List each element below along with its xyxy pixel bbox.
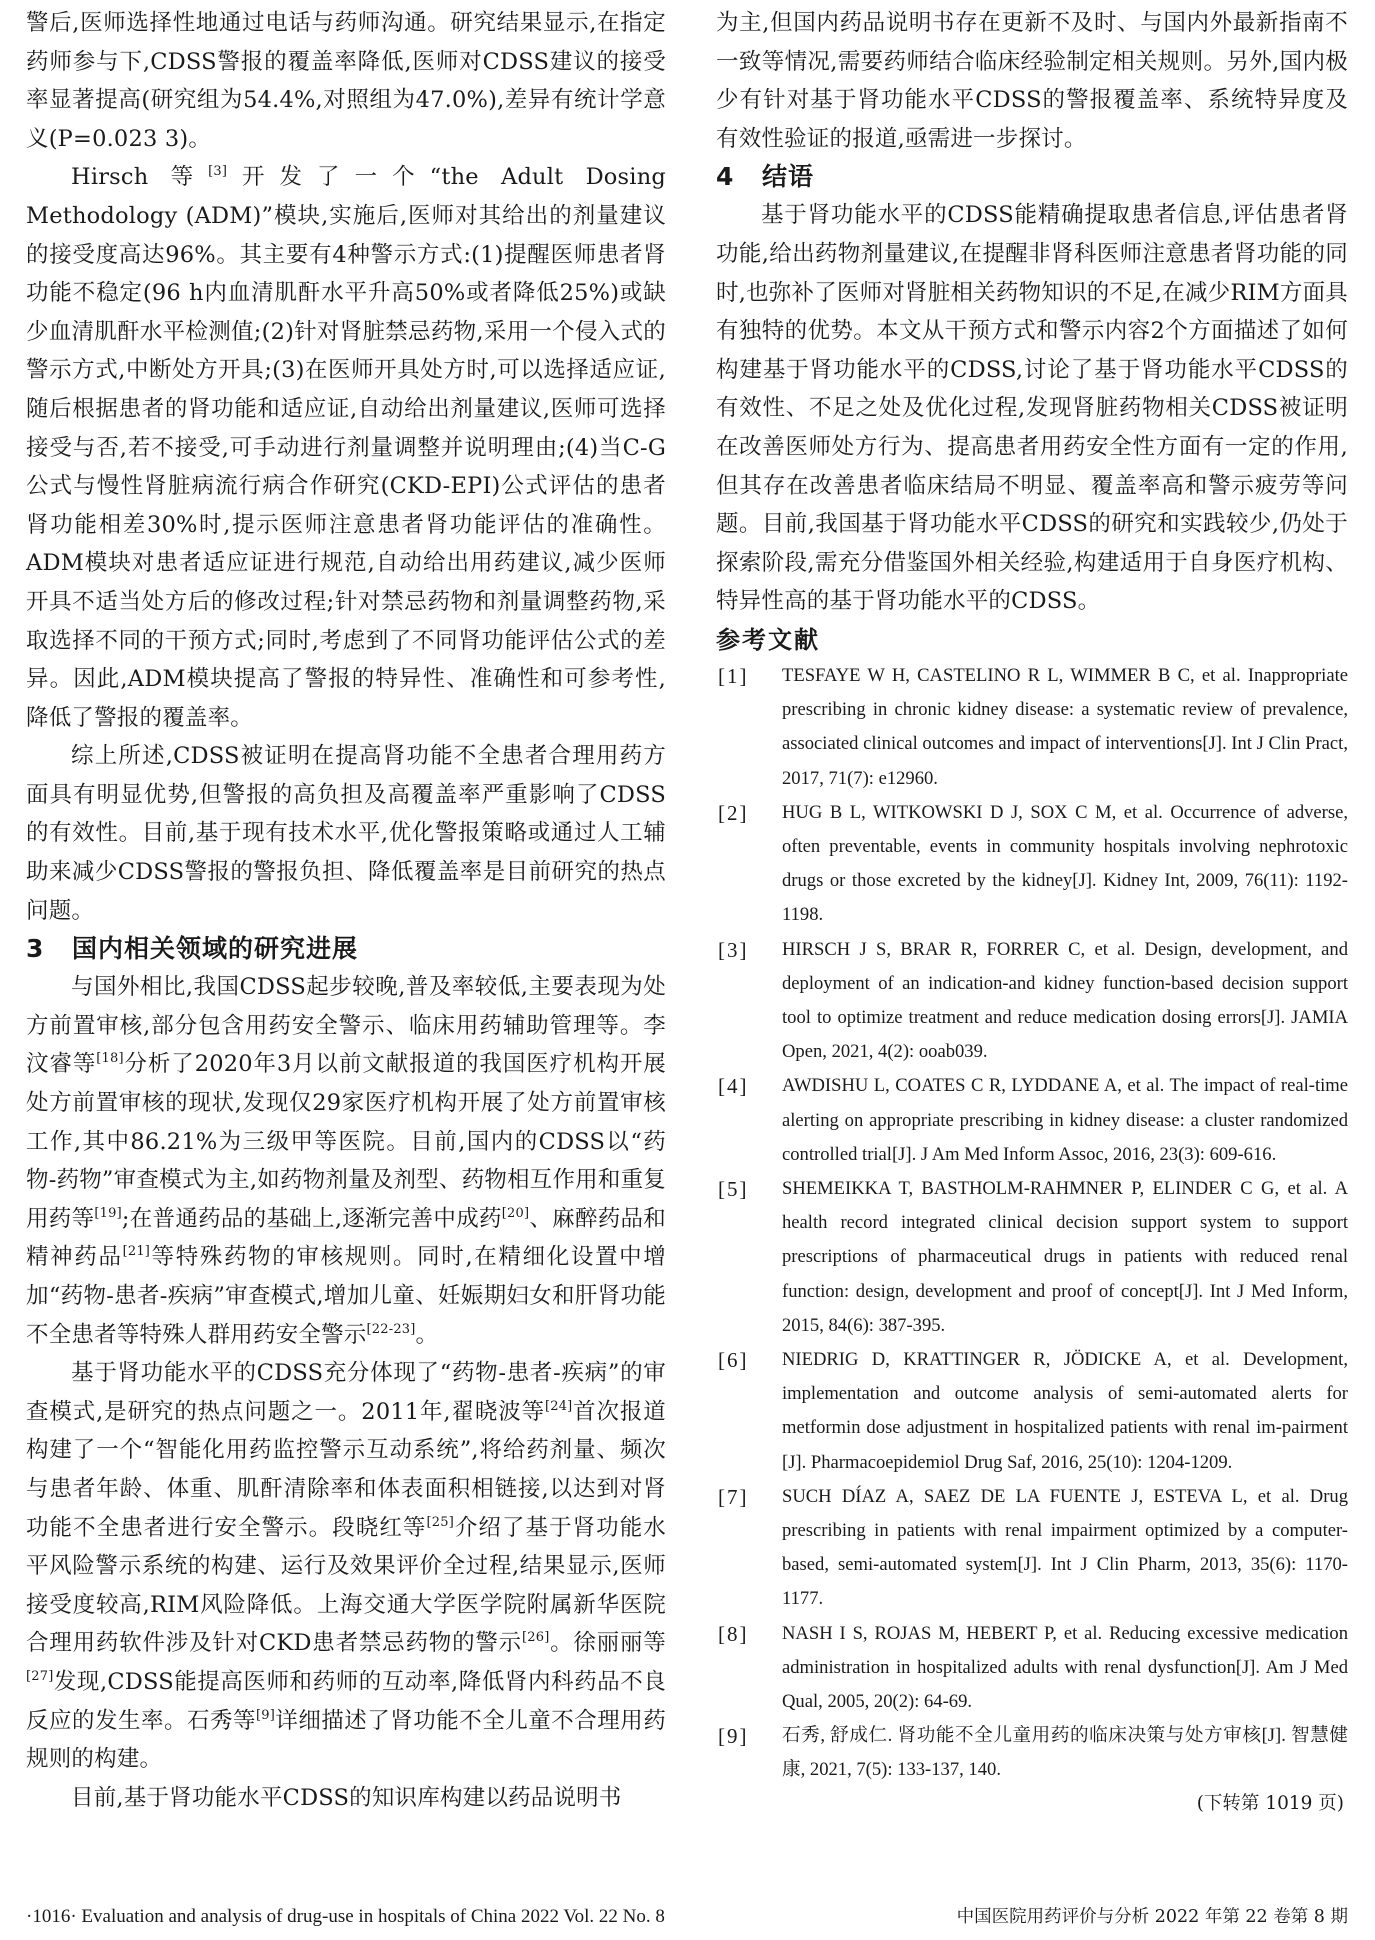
citation-link[interactable]: [21] <box>122 1244 151 1260</box>
section-title: 国内相关领域的研究进展 <box>72 934 359 964</box>
reference-number: [1] <box>718 663 749 688</box>
reference-text: AWDISHU L, COATES C R, LYDDANE A, et al. The impact of real-time alerting on appropriate prescribing in kidney disease: a cluster randomized controlled trial[J]. J Am Med Inform Assoc, 2016, 23(3): 609-616. <box>782 1075 1348 1165</box>
references-heading: 参考文献 <box>716 625 820 654</box>
paragraph-text: 详细描述了肾功能不全儿童不合理用药规则的构建。 <box>26 1707 666 1773</box>
section-number: 4 <box>716 162 735 192</box>
section-heading-3 <box>26 930 666 968</box>
paragraph-knowledge-base: 目前,基于肾功能水平CDSS的知识库构建以药品说明书 <box>71 1784 622 1811</box>
paragraph-domestic-cdss <box>26 968 666 1354</box>
citation-link[interactable]: [24] <box>544 1398 573 1414</box>
reference-number: [8] <box>718 1621 749 1646</box>
reference-text: SHEMEIKKA T, BASTHOLM-RAHMNER P, ELINDER C G, et al. A health record integrated clinical decision support system to support prescriptions of pharmaceutical drugs in patients with reduced renal function: design, development and proof of concept[J]. Int J Med Inform, 2015, 84(6): 387-395. <box>782 1177 1348 1336</box>
paragraph-text: 介绍了基于肾功能水平风险警示系统的构建、运行及效果评价全过程,结果显示,医师接受度较高,RIM风险降低。上海交通大学医学院附属新华医院合理用药软件涉及针对CKD患者禁忌药物的警示 <box>26 1514 666 1657</box>
reference-number: [4] <box>718 1074 749 1099</box>
reference-list <box>716 659 1348 1788</box>
reference-number: [5] <box>718 1176 749 1201</box>
reference-item <box>716 933 1348 1070</box>
paragraph-hirsch-adm <box>26 158 666 737</box>
citation-link[interactable]: [25] <box>426 1514 454 1530</box>
right-column <box>716 4 1348 1820</box>
left-column <box>26 4 666 1817</box>
paragraph-conclusion: 基于肾功能水平的CDSS能精确提取患者信息,评估患者肾功能,给出药物剂量建议,在提醒非肾科医师注意患者肾功能的同时,也弥补了医师对肾脏相关药物知识的不足,在减少RIM方面具有独特的优势。本文从干预方式和警示内容2个方面描述了如何构建基于肾功能水平的CDSS,讨论了基于肾功能水平CDSS的有效性、不足之处及优化过程,发现肾脏药物相关CDSS被证明在改善医师处方行为、提高患者用药安全性方面有一定的作用,但其存在改善患者临床结局不明显、覆盖率高和警示疲劳等问题。目前,我国基于肾功能水平CDSS的研究和实践较少,仍处于探索阶段,需充分借鉴国外相关经验,构建适用于自身医疗机构、特异性高的基于肾功能水平的CDSS。 <box>716 202 1348 615</box>
reference-item <box>716 1343 1348 1480</box>
citation-link[interactable]: [18] <box>96 1051 124 1067</box>
footer-journal-english: ·1016· Evaluation and analysis of drug-use in hospitals of China 2022 Vol. 22 No. 8 <box>26 1906 665 1927</box>
paragraph-text: 发现,CDSS能提高医师和药师的互动率,降低肾内科药品不良反应的发生率。石秀等 <box>26 1668 666 1734</box>
paragraph-text: 基于肾功能水平的CDSS充分体现了“药物-患者-疾病”的审查模式,是研究的热点问题之一。2011年,翟晓波等 <box>26 1360 666 1425</box>
reference-number: [7] <box>718 1484 749 1509</box>
citation-link[interactable]: [27] <box>26 1668 54 1684</box>
paragraph-text: 与国外相比,我国CDSS起步较晚,普及率较低,主要表现为处方前置审核,部分包含用药安全警示、临床用药辅助管理等。李汶睿等 <box>26 974 666 1078</box>
page-footer <box>26 1902 1348 1932</box>
reference-item <box>716 1069 1348 1172</box>
paragraph-knowledge-base-cont: 为主,但国内药品说明书存在更新不及时、与国内外最新指南不一致等情况,需要药师结合临床经验制定相关规则。另外,国内极少有针对基于肾功能水平CDSS的警报覆盖率、系统特异度及有效性验证的报道,亟需进一步探讨。 <box>716 10 1348 152</box>
reference-text: HUG B L, WITKOWSKI D J, SOX C M, et al. Occurrence of adverse, often preventable, events in community hospitals involving nephrotoxic drugs or those excreted by the kidney[J]. Kidney Int, 2009, 76(11): 1192-1198. <box>782 801 1348 926</box>
paragraph-text: 、麻醉药品和精神药品 <box>26 1205 667 1271</box>
paragraph-text: 等特殊药物的审核规则。同时,在精细化设置中增加“药物-患者-疾病”审查模式,增加儿童、妊娠期妇女和肝肾功能不全患者等特殊人群用药安全警示 <box>26 1244 666 1348</box>
reference-number: [2] <box>718 800 749 825</box>
paragraph-alert-pharmacist-study: 警后,医师选择性地通过电话与药师沟通。研究结果显示,在指定药师参与下,CDSS警报的覆盖率降低,医师对CDSS建议的接受率显著提高(研究组为54.4%,对照组为47.0%),差异有统计学意义(P=0.023 3)。 <box>26 10 666 152</box>
citation-link[interactable]: [22-23] <box>366 1321 416 1337</box>
citation-link[interactable]: [9] <box>256 1707 276 1723</box>
citation-link[interactable]: [26] <box>521 1630 550 1646</box>
reference-number: [9] <box>718 1724 749 1749</box>
paragraph-renal-cdss <box>26 1354 666 1779</box>
section-number: 3 <box>26 934 45 964</box>
paragraph-text: ;在普通药品的基础上,逐渐完善中成药 <box>121 1205 502 1232</box>
reference-text: 石秀, 舒成仁. 肾功能不全儿童用药的临床决策与处方审核[J]. 智慧健康, 2021, 7(5): 133-137, 140. <box>782 1725 1348 1781</box>
reference-number: [6] <box>718 1347 749 1372</box>
section-title: 结语 <box>762 162 815 192</box>
paragraph-text: 。 <box>415 1321 439 1348</box>
reference-item <box>716 1480 1348 1617</box>
paragraph-text: 开发了一个“the Adult Dosing Methodology (ADM)”模块,实施后,医师对其给出的剂量建议的接受度高达96%。其主要有4种警示方式:(1)提醒医师患者肾功能不稳定(96 h内血清肌酐水平升高50%或者降低25%)或缺少血清肌酐水平检测值;(2)针对肾脏禁忌药物,采用一个侵入式的警示方式,中断处方开具;(3)在医师开具处方时,可以选择适应证,随后根据患者的肾功能和适应证,自动给出剂量建议,医师可选择接受与否,若不接受,可手动进行剂量调整并说明理由;(4)当C-G公式与慢性肾脏病流行病合作研究(CKD-EPI)公式评估的患者肾功能相差30%时,提示医师注意患者肾功能评估的准确性。ADM模块对患者适应证进行规范,自动给出用药建议,减少医师开具不适当处方后的修改过程;针对禁忌药物和剂量调整药物,采取选择不同的干预方式;同时,考虑到了不同肾功能评估公式的差异。因此,ADM模块提高了警报的特异性、准确性和可参考性,降低了警报的覆盖率。 <box>26 164 666 731</box>
paragraph-text: 分析了2020年3月以前文献报道的我国医疗机构开展处方前置审核的现状,发现仅29家医疗机构开展了处方前置审核工作,其中86.21%为三级甲等医院。目前,国内的CDSS以“药物-药物”审查模式为主,如药物剂量及剂型、药物相互作用和重复用药等 <box>26 1051 667 1232</box>
footer-journal-chinese: 中国医院用药评价与分析 2022 年第 22 卷第 8 期 <box>956 1907 1348 1927</box>
reference-item <box>716 1172 1348 1343</box>
reference-item <box>716 1719 1348 1787</box>
reference-number: [3] <box>718 937 749 962</box>
citation-link[interactable]: [20] <box>501 1205 530 1221</box>
paragraph-text: Hirsch 等 <box>71 164 209 191</box>
reference-text: HIRSCH J S, BRAR R, FORRER C, et al. Design, development, and deployment of an indication-and kidney function-based decision support tool to optimize treatment and reduce medication dosing errors[J]. JAMIA Open, 2021, 4(2): ooab039. <box>782 938 1348 1063</box>
section-heading-4 <box>716 158 1348 196</box>
paragraph-text: 首次报道构建了一个“智能化用药监控警示互动系统”,将给药剂量、频次与患者年龄、体重、肌酐清除率和体表面积相链接,以达到对肾功能不全患者进行安全警示。段晓红等 <box>26 1398 666 1541</box>
reference-item <box>716 1617 1348 1720</box>
citation-link[interactable]: [19] <box>94 1205 122 1221</box>
paragraph-summary: 综上所述,CDSS被证明在提高肾功能不全患者合理用药方面具有明显优势,但警报的高负担及高覆盖率严重影响了CDSS的有效性。目前,基于现有技术水平,优化警报策略或通过人工辅助来减少CDSS警报的警报负担、降低覆盖率是目前研究的热点问题。 <box>26 743 666 924</box>
citation-link[interactable]: [3] <box>208 164 228 180</box>
reference-text: NIEDRIG D, KRATTINGER R, JÖDICKE A, et al. Development, implementation and outcome analysis of semi-automated alerts for metformin dose adjustment in hospitalized patients with renal im-pairment [J]. Pharmacoepidemiol Drug Saf, 2016, 25(10): 1204-1209. <box>782 1348 1348 1473</box>
reference-item <box>716 659 1348 796</box>
continued-note: (下转第 1019 页) <box>1196 1792 1344 1814</box>
reference-text: TESFAYE W H, CASTELINO R L, WIMMER B C, et al. Inappropriate prescribing in chronic kidney disease: a systematic review of prevalence, associated clinical outcomes and impact of interventions[J]. Int J Clin Pract, 2017, 71(7): e12960. <box>782 664 1348 789</box>
paragraph-text: 。徐丽丽等 <box>549 1630 666 1657</box>
reference-item <box>716 796 1348 933</box>
reference-text: NASH I S, ROJAS M, HEBERT P, et al. Reducing excessive medication administration in hospitalized adults with renal dysfunction[J]. Am J Med Qual, 2005, 20(2): 64-69. <box>782 1622 1348 1712</box>
reference-text: SUCH DÍAZ A, SAEZ DE LA FUENTE J, ESTEVA L, et al. Drug prescribing in patients with renal impairment optimized by a computer-based, semi-automated system[J]. Int J Clin Pharm, 2013, 35(6): 1170-1177. <box>782 1485 1348 1610</box>
